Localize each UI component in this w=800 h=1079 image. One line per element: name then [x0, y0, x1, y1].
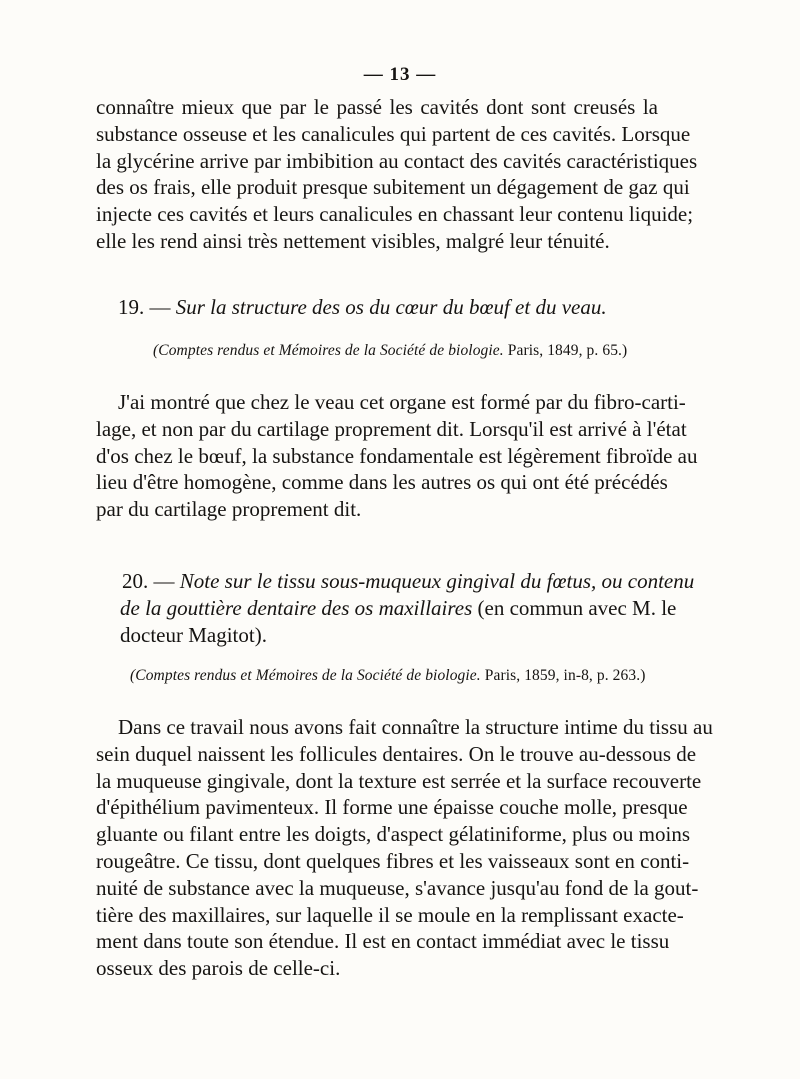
section-19-citation	[153, 342, 627, 360]
section-title-coauthor: (en commun avec M. le	[472, 595, 677, 620]
text-line: d'épithélium pavimenteux. Il forme une épaisse couche molle, presque	[96, 795, 688, 820]
citation-details: Paris, 1859, in-8, p. 263.)	[480, 667, 646, 684]
citation-details: Paris, 1849, p. 65.)	[503, 342, 628, 359]
text-line: Dans ce travail nous avons fait connaître la structure intime du tissu au	[118, 715, 713, 739]
text-line: rougeâtre. Ce tissu, dont quelques fibres et les vaisseaux sont en conti-	[96, 848, 690, 873]
section-number: 20. —	[122, 569, 180, 593]
page-number: — 13 —	[363, 64, 437, 85]
text-line: lage, et non par du cartilage proprement dit. Lorsqu'il est arrivé à l'état	[96, 416, 687, 441]
section-20-body	[96, 714, 713, 982]
text-line: la muqueuse gingivale, dont la texture est serrée et la surface recouverte	[96, 768, 702, 793]
text-line: connaître mieux que par le passé les cavités dont sont creusés la	[96, 95, 658, 119]
heading-line: docteur Magitot).	[120, 622, 267, 647]
citation-source: (Comptes rendus et Mémoires de la Société de biologie.	[130, 667, 481, 684]
text-line: la glycérine arrive par imbibition au contact des cavités caractéristiques	[96, 148, 698, 173]
text-line: tière des maxillaires, sur laquelle il se moule en la remplissant exacte-	[96, 902, 684, 927]
text-line: elle les rend ainsi très nettement visibles, malgré leur ténuité.	[96, 228, 610, 253]
text-line: lieu d'être homogène, comme dans les autres os qui ont été précédés	[96, 470, 668, 495]
text-line: J'ai montré que chez le veau cet organe est formé par du fibro-carti-	[118, 390, 686, 414]
heading-line	[96, 294, 658, 321]
text-line: substance osseuse et les canalicules qui partent de ces cavités. Lorsque	[96, 121, 691, 146]
section-title: Sur la structure des os du cœur du bœuf et du veau.	[175, 295, 607, 319]
section-title-line-1: Note sur le tissu sous-muqueux gingival du fœtus, ou contenu	[179, 569, 695, 593]
section-title-line-2: de la gouttière dentaire des os maxillaires	[120, 595, 473, 620]
section-19-body	[96, 389, 698, 523]
text-line: nuité de substance avec la muqueuse, s'avance jusqu'au fond de la gout-	[96, 875, 699, 900]
text-line: sein duquel naissent les follicules dentaires. On le trouve au-dessous de	[96, 741, 697, 766]
citation-source: (Comptes rendus et Mémoires de la Société de biologie.	[153, 342, 504, 359]
text-line: gluante ou filant entre les doigts, d'aspect gélatiniforme, plus ou moins	[96, 822, 690, 847]
section-19-heading	[96, 294, 658, 321]
heading-line	[96, 595, 677, 622]
section-20-heading	[96, 568, 695, 648]
section-number: 19. —	[118, 295, 176, 319]
text-line: d'os chez le bœuf, la substance fondamentale est légèrement fibroïde au	[96, 443, 698, 468]
text-line: par du cartilage proprement dit.	[96, 497, 362, 522]
section-20-citation	[130, 667, 645, 685]
text-line: osseux des parois de celle-ci.	[96, 956, 341, 981]
text-line: des os frais, elle produit presque subitement un dégagement de gaz qui	[96, 175, 690, 200]
paragraph-glycerine	[96, 94, 698, 255]
heading-line	[96, 568, 695, 595]
text-line: injecte ces cavités et leurs canalicules en chassant leur contenu liquide;	[96, 202, 694, 227]
text-line: ment dans toute son étendue. Il est en contact immédiat avec le tissu	[96, 929, 670, 954]
